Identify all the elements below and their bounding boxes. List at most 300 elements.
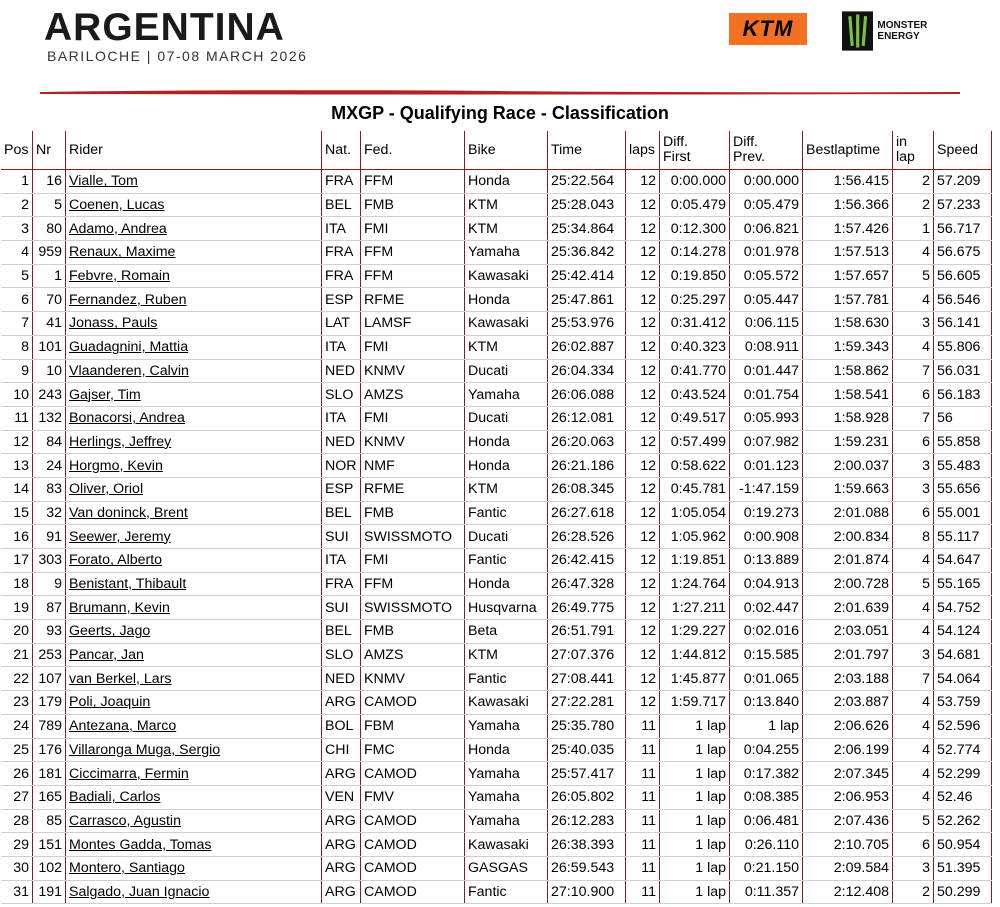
rider-link[interactable]: Bonacorsi, Andrea — [69, 410, 185, 427]
cell-bestlaptime: 1:59.231 — [803, 430, 893, 454]
monster-energy-logo — [842, 5, 952, 57]
cell-nr: 191 — [33, 880, 66, 904]
header-divider — [40, 88, 960, 95]
cell-diff-first: 0:25.297 — [660, 288, 730, 312]
cell-nat: ARG — [322, 762, 361, 786]
cell-nat: FRA — [322, 264, 361, 288]
rider-link[interactable]: Brumann, Kevin — [69, 599, 170, 616]
cell-in-lap: 7 — [893, 667, 934, 691]
cell-diff-prev: 0:05.572 — [730, 264, 803, 288]
cell-rider — [66, 856, 322, 880]
cell-nat: LAT — [322, 312, 361, 336]
cell-laps: 12 — [626, 406, 660, 430]
cell-rider — [66, 833, 322, 857]
col-header-pos: Pos — [1, 131, 33, 170]
cell-nr: 5 — [33, 193, 66, 217]
table-row — [1, 714, 992, 738]
cell-speed: 55.483 — [934, 454, 992, 478]
cell-speed: 56.675 — [934, 241, 992, 265]
cell-speed: 50.954 — [934, 833, 992, 857]
cell-bestlaptime: 1:58.928 — [803, 406, 893, 430]
event-title: ARGENTINA — [44, 6, 285, 49]
cell-nat: SLO — [322, 643, 361, 667]
cell-laps: 12 — [626, 359, 660, 383]
cell-rider — [66, 809, 322, 833]
cell-nr: 70 — [33, 288, 66, 312]
cell-bike: Kawasaki — [465, 833, 548, 857]
cell-bestlaptime: 2:00.834 — [803, 525, 893, 549]
cell-nat: FRA — [322, 241, 361, 265]
cell-laps: 12 — [626, 454, 660, 478]
cell-time: 25:40.035 — [548, 738, 626, 762]
cell-diff-first: 1:05.962 — [660, 525, 730, 549]
cell-nr: 84 — [33, 430, 66, 454]
cell-diff-prev: 0:01.447 — [730, 359, 803, 383]
cell-nat: ARG — [322, 880, 361, 904]
cell-nr: 132 — [33, 406, 66, 430]
cell-diff-first: 0:58.622 — [660, 454, 730, 478]
cell-diff-prev: 0:17.382 — [730, 762, 803, 786]
table-row — [1, 312, 992, 336]
cell-rider — [66, 359, 322, 383]
cell-bike: KTM — [465, 335, 548, 359]
table-row — [1, 572, 992, 596]
rider-link[interactable]: Van doninck, Brent — [69, 504, 188, 521]
cell-time: 25:34.864 — [548, 217, 626, 241]
cell-nr: 253 — [33, 643, 66, 667]
cell-speed: 52.299 — [934, 762, 992, 786]
cell-bestlaptime: 2:03.051 — [803, 620, 893, 644]
cell-laps: 12 — [626, 596, 660, 620]
table-row — [1, 264, 992, 288]
cell-diff-first: 1:45.877 — [660, 667, 730, 691]
rider-link[interactable]: Salgado, Juan Ignacio — [69, 883, 210, 900]
cell-nr: 789 — [33, 714, 66, 738]
cell-laps: 11 — [626, 833, 660, 857]
cell-diff-prev: 0:05.479 — [730, 193, 803, 217]
cell-speed: 54.647 — [934, 549, 992, 573]
rider-link[interactable]: Vialle, Tom — [69, 173, 138, 190]
cell-time: 26:12.283 — [548, 809, 626, 833]
rider-link[interactable]: Horgmo, Kevin — [69, 457, 163, 474]
cell-laps: 12 — [626, 383, 660, 407]
cell-diff-prev: 0:11.357 — [730, 880, 803, 904]
col-header-in-lap-line2: lap — [896, 149, 915, 165]
rider-link[interactable]: Ciccimarra, Fermin — [69, 765, 189, 782]
cell-diff-first: 1:59.717 — [660, 691, 730, 715]
cell-bike: Fantic — [465, 549, 548, 573]
cell-rider — [66, 643, 322, 667]
rider-link[interactable]: Montero, Santiago — [69, 860, 185, 877]
table-row — [1, 241, 992, 265]
cell-time: 25:47.861 — [548, 288, 626, 312]
rider-link[interactable]: Seewer, Jeremy — [69, 528, 171, 545]
cell-in-lap: 7 — [893, 406, 934, 430]
cell-in-lap: 4 — [893, 785, 934, 809]
cell-nr: 9 — [33, 572, 66, 596]
cell-fed: FMB — [361, 193, 465, 217]
cell-speed: 55.001 — [934, 501, 992, 525]
cell-bestlaptime: 1:57.426 — [803, 217, 893, 241]
table-row — [1, 525, 992, 549]
cell-time: 26:08.345 — [548, 477, 626, 501]
col-header-bike: Bike — [465, 131, 548, 170]
cell-rider — [66, 738, 322, 762]
col-header-diff-first — [660, 131, 730, 170]
cell-fed: FFM — [361, 572, 465, 596]
cell-diff-prev: 0:06.481 — [730, 809, 803, 833]
cell-fed: CAMOD — [361, 762, 465, 786]
cell-fed: CAMOD — [361, 856, 465, 880]
col-header-diff-prev-line2: Prev. — [733, 149, 766, 165]
cell-nat: BEL — [322, 620, 361, 644]
cell-diff-prev: 0:06.821 — [730, 217, 803, 241]
cell-rider — [66, 288, 322, 312]
rider-link[interactable]: Forato, Alberto — [69, 552, 163, 569]
cell-nat: CHI — [322, 738, 361, 762]
cell-time: 27:22.281 — [548, 691, 626, 715]
cell-speed: 52.262 — [934, 809, 992, 833]
cell-rider — [66, 620, 322, 644]
cell-nr: 32 — [33, 501, 66, 525]
cell-in-lap: 3 — [893, 477, 934, 501]
cell-time: 25:53.976 — [548, 312, 626, 336]
cell-pos: 3 — [1, 217, 33, 241]
cell-bestlaptime: 2:07.436 — [803, 809, 893, 833]
cell-pos: 25 — [1, 738, 33, 762]
cell-rider — [66, 430, 322, 454]
cell-bike: Ducati — [465, 525, 548, 549]
cell-nr: 80 — [33, 217, 66, 241]
cell-nr: 959 — [33, 241, 66, 265]
cell-laps: 12 — [626, 312, 660, 336]
cell-diff-first: 0:31.412 — [660, 312, 730, 336]
cell-in-lap: 6 — [893, 833, 934, 857]
cell-pos: 18 — [1, 572, 33, 596]
cell-nr: 41 — [33, 312, 66, 336]
cell-nr: 102 — [33, 856, 66, 880]
col-header-fed: Fed. — [361, 131, 465, 170]
cell-fed: RFME — [361, 288, 465, 312]
table-row — [1, 170, 992, 194]
cell-fed: FBM — [361, 714, 465, 738]
table-row — [1, 335, 992, 359]
cell-pos: 14 — [1, 477, 33, 501]
cell-speed: 56 — [934, 406, 992, 430]
cell-bestlaptime: 2:10.705 — [803, 833, 893, 857]
cell-bestlaptime: 2:06.953 — [803, 785, 893, 809]
cell-pos: 28 — [1, 809, 33, 833]
table-row — [1, 193, 992, 217]
cell-nat: ARG — [322, 809, 361, 833]
cell-laps: 12 — [626, 217, 660, 241]
cell-rider — [66, 762, 322, 786]
rider-link[interactable]: Jonass, Pauls — [69, 315, 158, 332]
cell-nat: SUI — [322, 596, 361, 620]
cell-bike: Honda — [465, 430, 548, 454]
rider-link[interactable]: Villaronga Muga, Sergio — [69, 741, 221, 758]
cell-in-lap: 7 — [893, 359, 934, 383]
cell-diff-prev: 0:08.911 — [730, 335, 803, 359]
cell-speed: 56.031 — [934, 359, 992, 383]
cell-nat: SLO — [322, 383, 361, 407]
cell-pos: 8 — [1, 335, 33, 359]
cell-fed: RFME — [361, 477, 465, 501]
rider-link[interactable]: van Berkel, Lars — [69, 670, 172, 687]
cell-bike: Kawasaki — [465, 312, 548, 336]
col-header-diff-first-line1: Diff. — [663, 134, 688, 150]
cell-diff-prev: 0:01.065 — [730, 667, 803, 691]
cell-speed: 55.858 — [934, 430, 992, 454]
cell-diff-prev: 0:05.447 — [730, 288, 803, 312]
cell-pos: 2 — [1, 193, 33, 217]
cell-diff-first: 0:05.479 — [660, 193, 730, 217]
cell-speed: 52.596 — [934, 714, 992, 738]
cell-pos: 5 — [1, 264, 33, 288]
rider-link[interactable]: Benistant, Thibault — [69, 576, 187, 593]
cell-diff-prev: 0:00.908 — [730, 525, 803, 549]
rider-link[interactable]: Poli, Joaquin — [69, 694, 151, 711]
cell-time: 25:42.414 — [548, 264, 626, 288]
cell-bike: Yamaha — [465, 714, 548, 738]
cell-in-lap: 4 — [893, 288, 934, 312]
cell-laps: 11 — [626, 738, 660, 762]
cell-bike: Yamaha — [465, 809, 548, 833]
cell-fed: FMI — [361, 549, 465, 573]
rider-link[interactable]: Renaux, Maxime — [69, 244, 176, 261]
cell-bike: Husqvarna — [465, 596, 548, 620]
cell-bike: Ducati — [465, 359, 548, 383]
cell-time: 26:47.328 — [548, 572, 626, 596]
col-header-in-lap — [893, 131, 934, 170]
cell-diff-prev: 0:00.000 — [730, 170, 803, 194]
cell-rider — [66, 501, 322, 525]
cell-speed: 56.546 — [934, 288, 992, 312]
cell-pos: 20 — [1, 620, 33, 644]
cell-bestlaptime: 2:12.408 — [803, 880, 893, 904]
cell-diff-prev: 0:06.115 — [730, 312, 803, 336]
page-title: MXGP - Qualifying Race - Classification — [331, 103, 669, 123]
cell-fed: FMB — [361, 501, 465, 525]
cell-speed: 56.141 — [934, 312, 992, 336]
rider-link[interactable]: Geerts, Jago — [69, 623, 151, 640]
cell-speed: 55.165 — [934, 572, 992, 596]
rider-link[interactable]: Badiali, Carlos — [69, 789, 161, 806]
cell-fed: LAMSF — [361, 312, 465, 336]
classification-table — [1, 131, 992, 904]
cell-nat: BEL — [322, 193, 361, 217]
cell-time: 26:28.526 — [548, 525, 626, 549]
cell-rider — [66, 170, 322, 194]
cell-laps: 12 — [626, 477, 660, 501]
table-row — [1, 406, 992, 430]
cell-time: 26:12.081 — [548, 406, 626, 430]
cell-diff-first: 0:57.499 — [660, 430, 730, 454]
cell-nat: ESP — [322, 477, 361, 501]
table-row — [1, 288, 992, 312]
cell-rider — [66, 880, 322, 904]
cell-laps: 11 — [626, 762, 660, 786]
cell-in-lap: 8 — [893, 525, 934, 549]
table-row — [1, 217, 992, 241]
cell-in-lap: 4 — [893, 549, 934, 573]
rider-link[interactable]: Adamo, Andrea — [69, 220, 167, 237]
col-header-bestlaptime: Bestlaptime — [803, 131, 893, 170]
cell-diff-first: 1:29.227 — [660, 620, 730, 644]
cell-nr: 85 — [33, 809, 66, 833]
cell-fed: SWISSMOTO — [361, 525, 465, 549]
cell-speed: 57.209 — [934, 170, 992, 194]
cell-bike: Kawasaki — [465, 691, 548, 715]
monster-claw-icon — [842, 6, 873, 56]
cell-in-lap: 5 — [893, 572, 934, 596]
cell-in-lap: 2 — [893, 170, 934, 194]
rider-link[interactable]: Pancar, Jan — [69, 647, 144, 664]
cell-bestlaptime: 2:01.088 — [803, 501, 893, 525]
cell-speed: 55.656 — [934, 477, 992, 501]
cell-pos: 4 — [1, 241, 33, 265]
cell-diff-first: 1 lap — [660, 809, 730, 833]
cell-bike: Kawasaki — [465, 264, 548, 288]
cell-nr: 303 — [33, 549, 66, 573]
cell-time: 25:22.564 — [548, 170, 626, 194]
cell-bestlaptime: 2:03.188 — [803, 667, 893, 691]
cell-laps: 12 — [626, 643, 660, 667]
cell-diff-first: 1:44.812 — [660, 643, 730, 667]
cell-diff-first: 1:05.054 — [660, 501, 730, 525]
table-row — [1, 430, 992, 454]
cell-nat: ITA — [322, 406, 361, 430]
cell-nat: BEL — [322, 501, 361, 525]
cell-time: 26:06.088 — [548, 383, 626, 407]
event-subtitle: BARILOCHE | 07-08 MARCH 2026 — [47, 48, 308, 64]
cell-diff-prev: 0:26.110 — [730, 833, 803, 857]
cell-nr: 24 — [33, 454, 66, 478]
cell-pos: 9 — [1, 359, 33, 383]
cell-diff-first: 0:43.524 — [660, 383, 730, 407]
cell-bestlaptime: 2:01.797 — [803, 643, 893, 667]
cell-laps: 12 — [626, 430, 660, 454]
cell-pos: 30 — [1, 856, 33, 880]
cell-speed: 55.806 — [934, 335, 992, 359]
cell-diff-prev: 0:02.016 — [730, 620, 803, 644]
cell-laps: 12 — [626, 170, 660, 194]
cell-fed: CAMOD — [361, 809, 465, 833]
rider-link[interactable]: Antezana, Marco — [69, 718, 177, 735]
cell-laps: 11 — [626, 785, 660, 809]
cell-nat: ARG — [322, 833, 361, 857]
cell-bike: Honda — [465, 454, 548, 478]
cell-fed: AMZS — [361, 383, 465, 407]
cell-bestlaptime: 1:56.415 — [803, 170, 893, 194]
cell-rider — [66, 383, 322, 407]
cell-nat: ARG — [322, 856, 361, 880]
cell-in-lap: 4 — [893, 738, 934, 762]
cell-fed: FMC — [361, 738, 465, 762]
cell-speed: 50.299 — [934, 880, 992, 904]
cell-laps: 11 — [626, 714, 660, 738]
cell-time: 26:05.802 — [548, 785, 626, 809]
cell-pos: 22 — [1, 667, 33, 691]
cell-time: 26:42.415 — [548, 549, 626, 573]
table-row — [1, 667, 992, 691]
rider-link[interactable]: Fernandez, Ruben — [69, 291, 187, 308]
cell-bestlaptime: 2:03.887 — [803, 691, 893, 715]
monster-logo-text: MONSTER ENERGY — [877, 20, 928, 42]
table-row — [1, 643, 992, 667]
cell-diff-prev: 0:01.978 — [730, 241, 803, 265]
cell-diff-first: 0:41.770 — [660, 359, 730, 383]
cell-rider — [66, 596, 322, 620]
cell-diff-prev: 0:01.123 — [730, 454, 803, 478]
cell-pos: 21 — [1, 643, 33, 667]
cell-bike: Fantic — [465, 501, 548, 525]
rider-link[interactable]: Gajser, Tim — [69, 386, 141, 403]
cell-pos: 15 — [1, 501, 33, 525]
cell-pos: 27 — [1, 785, 33, 809]
table-row — [1, 454, 992, 478]
cell-bike: Ducati — [465, 406, 548, 430]
cell-pos: 6 — [1, 288, 33, 312]
rider-link[interactable]: Herlings, Jeffrey — [69, 433, 172, 450]
rider-link[interactable]: Montes Gadda, Tomas — [69, 836, 212, 853]
col-header-speed: Speed — [934, 131, 992, 170]
cell-time: 26:02.887 — [548, 335, 626, 359]
cell-diff-first: 0:49.517 — [660, 406, 730, 430]
cell-rider — [66, 193, 322, 217]
cell-rider — [66, 714, 322, 738]
table-row — [1, 856, 992, 880]
cell-diff-first: 0:14.278 — [660, 241, 730, 265]
cell-bestlaptime: 2:06.626 — [803, 714, 893, 738]
cell-diff-first: 1 lap — [660, 714, 730, 738]
cell-speed: 54.752 — [934, 596, 992, 620]
cell-diff-prev: 0:13.840 — [730, 691, 803, 715]
table-row — [1, 809, 992, 833]
cell-rider — [66, 454, 322, 478]
rider-link[interactable]: Carrasco, Agustin — [69, 812, 181, 829]
cell-speed: 52.774 — [934, 738, 992, 762]
rider-link[interactable]: Vlaanderen, Calvin — [69, 362, 189, 379]
cell-fed: FMB — [361, 620, 465, 644]
cell-bike: Yamaha — [465, 241, 548, 265]
rider-link[interactable]: Febvre, Romain — [69, 268, 170, 285]
cell-bike: Yamaha — [465, 762, 548, 786]
table-row — [1, 833, 992, 857]
cell-fed: FFM — [361, 264, 465, 288]
cell-nr: 243 — [33, 383, 66, 407]
cell-nr: 101 — [33, 335, 66, 359]
cell-pos: 23 — [1, 691, 33, 715]
cell-laps: 11 — [626, 880, 660, 904]
cell-bestlaptime: 2:01.874 — [803, 549, 893, 573]
cell-in-lap: 3 — [893, 454, 934, 478]
cell-bestlaptime: 1:59.663 — [803, 477, 893, 501]
rider-link[interactable]: Guadagnini, Mattia — [69, 339, 189, 356]
cell-rider — [66, 691, 322, 715]
rider-link[interactable]: Oliver, Oriol — [69, 481, 144, 498]
cell-rider — [66, 312, 322, 336]
cell-time: 26:49.775 — [548, 596, 626, 620]
cell-laps: 12 — [626, 264, 660, 288]
cell-time: 26:20.063 — [548, 430, 626, 454]
cell-rider — [66, 525, 322, 549]
cell-time: 26:51.791 — [548, 620, 626, 644]
cell-fed: CAMOD — [361, 833, 465, 857]
cell-nr: 10 — [33, 359, 66, 383]
rider-link[interactable]: Coenen, Lucas — [69, 197, 165, 214]
ktm-logo: KTM — [729, 13, 807, 45]
